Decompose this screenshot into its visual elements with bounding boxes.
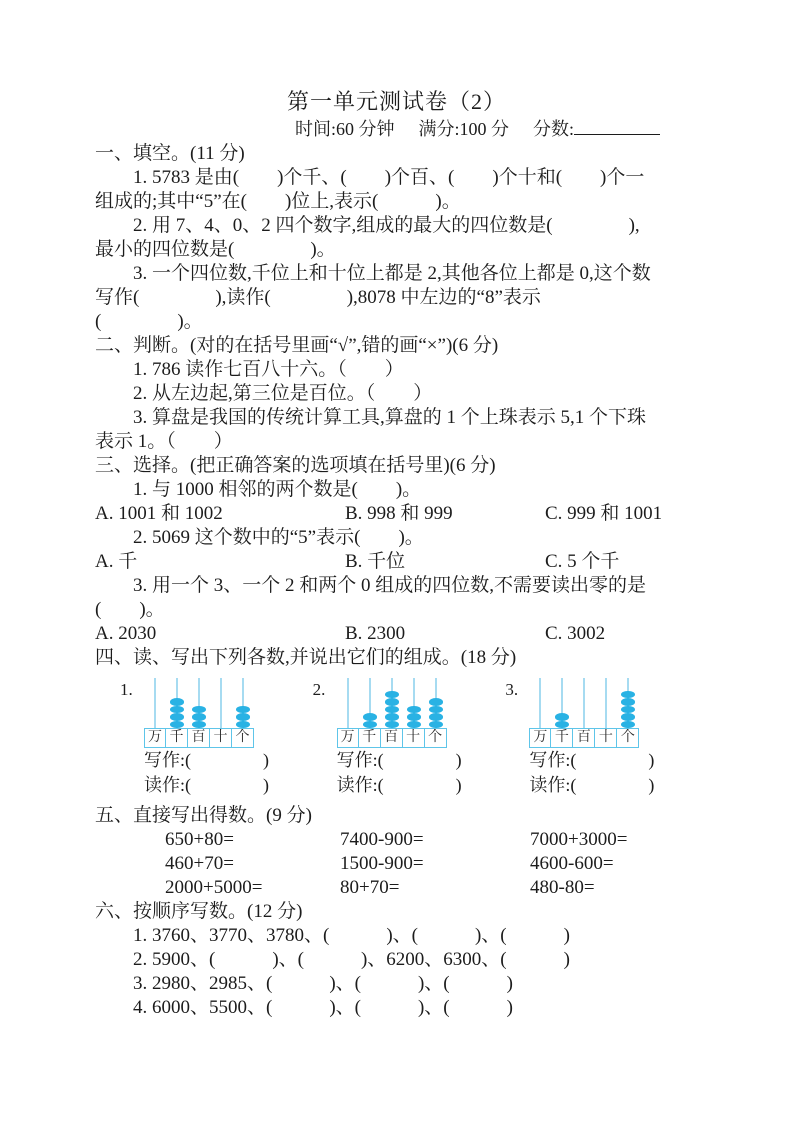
abacus-bead	[385, 691, 399, 699]
abacus-column	[144, 678, 166, 748]
abacus-bead	[192, 713, 206, 721]
calc-expression: 480-80=	[530, 877, 595, 898]
option-item: C. 3002	[545, 623, 606, 644]
abacus-bead	[555, 713, 569, 721]
sequence-line: 3. 2980、2985、( )、( )、( )	[133, 973, 513, 994]
abacus-column	[210, 678, 232, 748]
abacus-bead	[170, 706, 184, 714]
page-title: 第一单元测试卷（2）	[286, 89, 506, 114]
option-item: A. 千	[95, 551, 138, 572]
abacus-bead	[407, 713, 421, 721]
calc-expression: 7400-900=	[340, 829, 424, 850]
abacus-bead	[429, 713, 443, 721]
abacus-column-label: 千	[551, 728, 573, 748]
abacus-column-label: 万	[144, 728, 166, 748]
sequence-line: 1. 3760、3770、3780、( )、( )、( )	[133, 925, 570, 946]
abacus-bead	[621, 713, 635, 721]
question-line: 组成的;其中“5”在( )位上,表示( )。	[95, 191, 461, 212]
calc-row	[95, 828, 698, 852]
abacus-bead	[236, 706, 250, 714]
calc-expression: 2000+5000=	[165, 877, 263, 898]
abacus-column-label: 十	[210, 728, 232, 748]
abacus-bead	[385, 698, 399, 706]
abacus-column-label: 万	[337, 728, 359, 748]
write-line: 写作:( )	[336, 750, 462, 770]
abacus-column-label: 百	[381, 728, 403, 748]
score-label: 分数:	[532, 119, 574, 139]
paper-meta	[95, 116, 698, 142]
option-item: A. 1001 和 1002	[95, 503, 223, 524]
abacus-bead-stack	[170, 698, 184, 728]
abacus	[529, 678, 639, 748]
abacus-column	[403, 678, 425, 748]
question-line: ( )。	[95, 311, 203, 332]
question-line: 写作( ),读作( ),8078 中左边的“8”表示	[95, 287, 541, 308]
abacus-number: 2.	[312, 680, 326, 699]
abacus-bead	[429, 721, 443, 729]
calc-expression: 7000+3000=	[530, 829, 628, 850]
question-line: 最小的四位数是( )。	[95, 239, 336, 260]
abacus-column	[166, 678, 188, 748]
abacus-bead	[236, 713, 250, 721]
abacus-column	[425, 678, 447, 748]
calc-expression: 650+80=	[165, 829, 234, 850]
abacus	[144, 678, 254, 748]
abacus-rod	[220, 678, 222, 728]
sequence-line: 2. 5900、( )、( )、6200、6300、( )	[133, 949, 570, 970]
abacus-bead	[385, 706, 399, 714]
abacus-bead	[385, 713, 399, 721]
abacus-bead	[170, 698, 184, 706]
abacus-column	[381, 678, 403, 748]
option-row	[95, 550, 698, 574]
question-line: 1. 5783 是由( )个千、( )个百、( )个十和( )个一	[133, 167, 645, 188]
question-line: 1. 786 读作七百八十六。（ ）	[133, 359, 404, 380]
abacus-bead-stack	[236, 706, 250, 729]
abacus-column-label: 百	[188, 728, 210, 748]
abacus-column	[232, 678, 254, 748]
write-line: 写作:( )	[144, 750, 269, 770]
score-blank-line	[574, 116, 660, 135]
abacus-number: 1.	[120, 680, 133, 699]
abacus-column	[595, 678, 617, 748]
abacus-wrap	[337, 678, 462, 798]
abacus-bead	[236, 721, 250, 729]
question-line: 表示 1。（ ）	[95, 431, 233, 452]
abacus-column	[551, 678, 573, 748]
abacus-bead-stack	[407, 706, 421, 729]
abacus-rod	[583, 678, 585, 728]
option-item: B. 2300	[345, 623, 406, 644]
read-line: 读作:( )	[144, 775, 269, 795]
abacus-bead	[407, 706, 421, 714]
abacus-wrap	[529, 678, 654, 798]
abacus-bead	[170, 713, 184, 721]
calc-row	[95, 852, 698, 876]
sequence-line: 4. 6000、5500、( )、( )、( )	[133, 997, 513, 1018]
abacus-bead	[170, 721, 184, 729]
time-label: 时间:60 分钟	[294, 119, 395, 139]
abacus-item	[505, 678, 698, 798]
option-item: A. 2030	[95, 623, 157, 644]
abacus-wrap	[144, 678, 269, 798]
abacus-item	[120, 678, 313, 798]
question-line: 3. 算盘是我国的传统计算工具,算盘的 1 个上珠表示 5,1 个下珠	[133, 407, 647, 428]
calc-expression: 80+70=	[340, 877, 400, 898]
abacus-column	[573, 678, 595, 748]
abacus-bead	[621, 691, 635, 699]
full-score-label: 满分:100 分	[418, 119, 509, 139]
abacus-number: 3.	[505, 680, 519, 699]
abacus-column-label: 千	[359, 728, 381, 748]
abacus-column-label: 个	[232, 728, 254, 748]
abacus-column	[359, 678, 381, 748]
abacus-column-label: 千	[166, 728, 188, 748]
abacus-bead-stack	[429, 698, 443, 728]
write-line: 写作:( )	[529, 750, 655, 770]
abacus-bead	[363, 713, 377, 721]
abacus	[337, 678, 447, 748]
question-line: 1. 与 1000 相邻的两个数是( )。	[133, 479, 422, 500]
abacus-bead	[407, 721, 421, 729]
abacus-column-label: 百	[573, 728, 595, 748]
section-direct-calculation	[95, 804, 698, 900]
section-heading: 五、直接写出得数。(9 分)	[95, 805, 312, 826]
question-line: ( )。	[95, 599, 165, 620]
abacus-bead-stack	[192, 706, 206, 729]
abacus-bead	[192, 721, 206, 729]
abacus-row	[95, 678, 698, 798]
abacus-rod	[347, 678, 349, 728]
abacus-bead-stack	[621, 691, 635, 729]
abacus-column	[529, 678, 551, 748]
abacus-column-label: 个	[617, 728, 639, 748]
abacus-bead	[621, 698, 635, 706]
read-line: 读作:( )	[336, 775, 462, 795]
abacus-bead	[429, 706, 443, 714]
calc-row	[95, 876, 698, 900]
option-item: C. 999 和 1001	[545, 503, 663, 524]
abacus-column-label: 万	[529, 728, 551, 748]
abacus-rod	[539, 678, 541, 728]
section-fill-blanks	[95, 142, 698, 334]
option-item: B. 千位	[345, 551, 406, 572]
abacus-rod	[154, 678, 156, 728]
option-row	[95, 502, 698, 526]
abacus-rod	[605, 678, 607, 728]
option-item: B. 998 和 999	[345, 503, 453, 524]
question-line: 3. 一个四位数,千位上和十位上都是 2,其他各位上都是 0,这个数	[133, 263, 651, 284]
section-multiple-choice	[95, 454, 698, 646]
abacus-column	[188, 678, 210, 748]
abacus-column-label: 个	[425, 728, 447, 748]
question-line: 2. 5069 这个数中的“5”表示( )。	[133, 527, 424, 548]
abacus-bead-stack	[385, 691, 399, 729]
abacus-bead	[385, 721, 399, 729]
abacus-bead	[192, 706, 206, 714]
abacus-column	[337, 678, 359, 748]
abacus-bead	[363, 721, 377, 729]
question-line: 2. 用 7、4、0、2 四个数字,组成的最大的四位数是( ),	[133, 215, 640, 236]
abacus-bead	[555, 721, 569, 729]
option-item: C. 5 个千	[545, 551, 620, 572]
question-line: 2. 从左边起,第三位是百位。（ ）	[133, 383, 433, 404]
abacus-column-label: 十	[403, 728, 425, 748]
abacus-column-label: 十	[595, 728, 617, 748]
abacus-bead	[429, 698, 443, 706]
abacus-bead-stack	[555, 713, 569, 728]
abacus-item	[313, 678, 506, 798]
section-heading: 三、选择。(把正确答案的选项填在括号里)(6 分)	[95, 455, 496, 476]
calc-expression: 460+70=	[165, 853, 234, 874]
section-heading: 一、填空。(11 分)	[95, 143, 245, 164]
calc-expression: 4600-600=	[530, 853, 614, 874]
section-heading: 四、读、写出下列各数,并说出它们的组成。(18 分)	[95, 647, 517, 668]
section-true-false	[95, 334, 698, 454]
question-line: 3. 用一个 3、一个 2 和两个 0 组成的四位数,不需要读出零的是	[133, 575, 647, 596]
section-number-sequences	[95, 900, 698, 1020]
abacus-bead	[621, 706, 635, 714]
abacus-bead	[621, 721, 635, 729]
abacus-bead-stack	[363, 713, 377, 728]
abacus-column	[617, 678, 639, 748]
option-row	[95, 622, 698, 646]
section-read-write-numbers	[95, 646, 698, 798]
section-heading: 六、按顺序写数。(12 分)	[95, 901, 303, 922]
read-line: 读作:( )	[529, 775, 655, 795]
calc-expression: 1500-900=	[340, 853, 424, 874]
section-heading: 二、判断。(对的在括号里画“√”,错的画“×”)(6 分)	[95, 335, 499, 356]
